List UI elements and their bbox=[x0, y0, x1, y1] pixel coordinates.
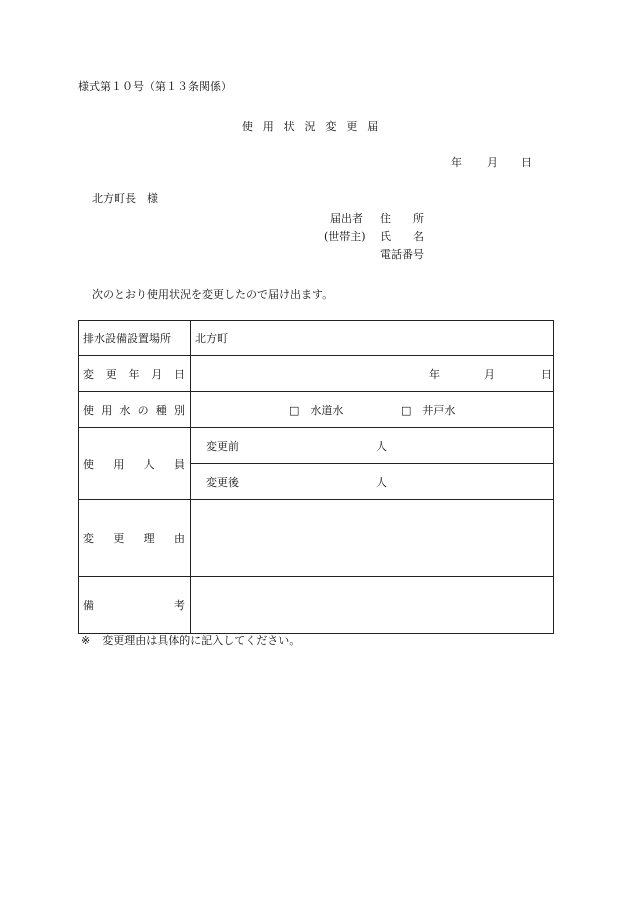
date-month-label: 月 bbox=[487, 156, 498, 169]
users-after-cell[interactable] bbox=[191, 464, 554, 500]
reason-label: 変 更 理 由 bbox=[83, 532, 185, 545]
checkbox-well-water[interactable]: □ 井戸水 bbox=[401, 403, 456, 417]
change-date-label: 変 更 年 月 日 bbox=[83, 367, 185, 381]
change-date-year: 年 bbox=[429, 367, 440, 381]
users-after-unit: 人 bbox=[376, 475, 387, 489]
users-label: 使 用 人 員 bbox=[83, 457, 185, 471]
address-label: 住 所 bbox=[380, 212, 424, 225]
document-title: 使用状況変更届 bbox=[241, 120, 389, 133]
table-row bbox=[79, 577, 554, 634]
name-label: 氏 名 bbox=[380, 230, 424, 243]
users-before-label: 変更前 bbox=[206, 439, 239, 453]
footnote bbox=[81, 635, 300, 646]
table-row bbox=[79, 500, 554, 577]
table-row bbox=[79, 356, 554, 392]
intro-text: 次のとおり使用状況を変更したので届け出ます。 bbox=[92, 288, 334, 301]
change-date-label-cell bbox=[79, 356, 191, 392]
table-row bbox=[79, 428, 554, 464]
location-value-cell[interactable] bbox=[191, 321, 554, 356]
table-row bbox=[79, 321, 554, 356]
remarks-value-cell[interactable] bbox=[191, 577, 554, 634]
remarks-label-cell bbox=[79, 577, 191, 634]
applicant-label: 届出者 bbox=[330, 212, 363, 225]
footnote-text: 変更理由は具体的に記入してください。 bbox=[102, 634, 301, 647]
change-date-value-cell[interactable] bbox=[191, 356, 554, 392]
checkbox-tap-water[interactable]: □ 水道水 bbox=[289, 403, 344, 417]
form-number: 様式第１０号（第１３条関係） bbox=[78, 80, 232, 93]
footnote-mark: ※ bbox=[81, 634, 91, 647]
change-date-month: 月 bbox=[484, 367, 495, 381]
users-label-cell bbox=[79, 428, 191, 500]
change-date-day: 日 bbox=[541, 367, 552, 381]
water-type-label-cell bbox=[79, 392, 191, 428]
location-label: 排水設備設置場所 bbox=[83, 332, 171, 345]
location-label-cell bbox=[79, 321, 191, 356]
water-type-label: 使 用 水 の 種 別 bbox=[83, 403, 185, 417]
change-form-table bbox=[78, 320, 554, 634]
household-head-label: (世帯主) bbox=[324, 230, 366, 243]
users-before-unit: 人 bbox=[376, 439, 387, 453]
reason-label-cell bbox=[79, 500, 191, 577]
users-after-label: 変更後 bbox=[206, 475, 239, 489]
reason-value-cell[interactable] bbox=[191, 500, 554, 577]
date-day-label: 日 bbox=[521, 156, 532, 169]
location-value: 北方町 bbox=[195, 332, 228, 345]
addressee: 北方町長 様 bbox=[92, 192, 158, 205]
water-type-value-cell bbox=[191, 392, 554, 428]
users-before-cell[interactable] bbox=[191, 428, 554, 464]
phone-label: 電話番号 bbox=[380, 248, 424, 261]
date-year-label: 年 bbox=[451, 156, 462, 169]
table-row bbox=[79, 392, 554, 428]
remarks-label: 備 考 bbox=[83, 599, 185, 612]
